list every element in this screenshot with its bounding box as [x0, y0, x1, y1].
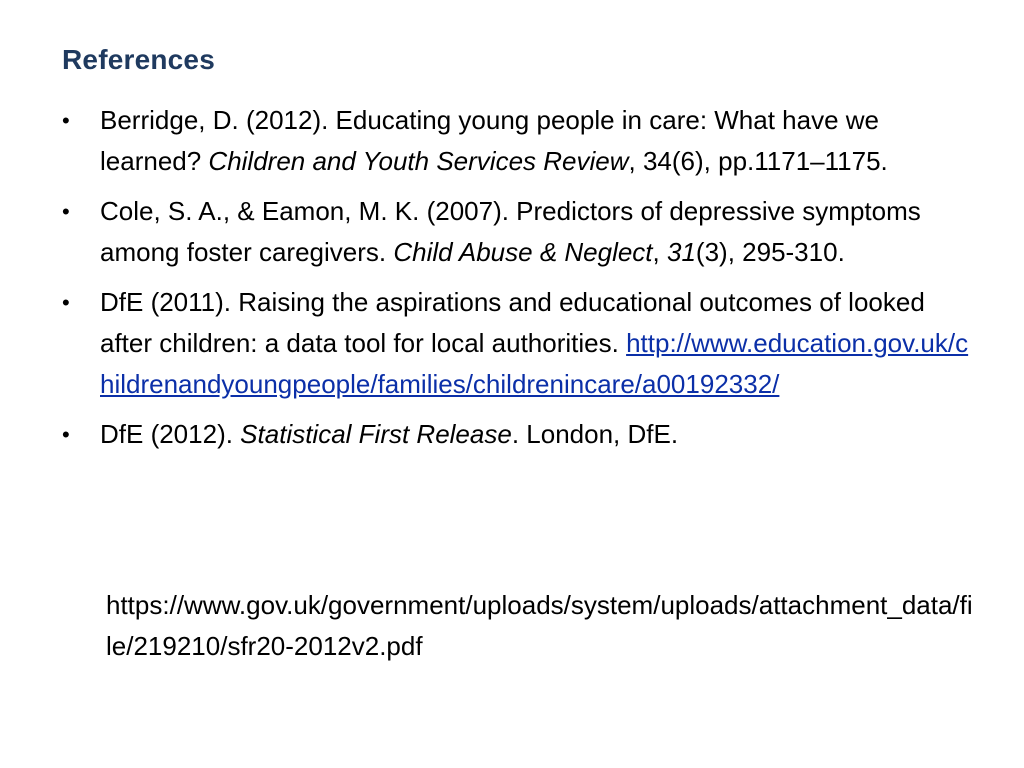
bullet-icon: •	[62, 199, 70, 224]
reference-item-berridge	[62, 100, 972, 182]
reference-item-cole	[62, 191, 972, 273]
publication-title: Statistical First Release	[240, 419, 512, 449]
reference-text: , 34(6), pp.1171–1175.	[628, 146, 888, 176]
reference-link[interactable]: http://www.education.gov.uk/childrenandyoungpeople/families/childrenincare/a00192332/	[100, 328, 969, 399]
reference-item-dfe-2011	[62, 282, 972, 405]
reference-text: Berridge, D. (2012). Educating young people in care: What have we learned?	[100, 105, 880, 176]
page-title: References	[62, 44, 215, 75]
bullet-icon: •	[62, 108, 70, 133]
bullet-icon: •	[62, 422, 70, 447]
journal-title: Child Abuse & Neglect	[393, 237, 653, 267]
reference-text: ,	[652, 237, 667, 267]
reference-text: DfE (2012).	[100, 419, 241, 449]
reference-item-dfe-2012	[62, 414, 972, 455]
reference-text: . London, DfE.	[511, 419, 679, 449]
reference-text: (3), 295-310.	[695, 237, 845, 267]
reference-text: DfE (2011). Raising the aspirations and educational outcomes of looked after children: a data tool for local authorities.	[100, 287, 925, 358]
reference-text: Cole, S. A., & Eamon, M. K. (2007). Predictors of depressive symptoms among foster caregivers.	[100, 196, 921, 267]
reference-url-text: https://www.gov.uk/government/uploads/system/uploads/attachment_data/file/219210/sfr20-2012v2.pdf	[106, 590, 973, 661]
journal-volume: 31	[667, 237, 696, 267]
journal-title: Children and Youth Services Review	[208, 146, 629, 176]
bullet-icon: •	[62, 290, 70, 315]
reference-list	[62, 100, 972, 464]
